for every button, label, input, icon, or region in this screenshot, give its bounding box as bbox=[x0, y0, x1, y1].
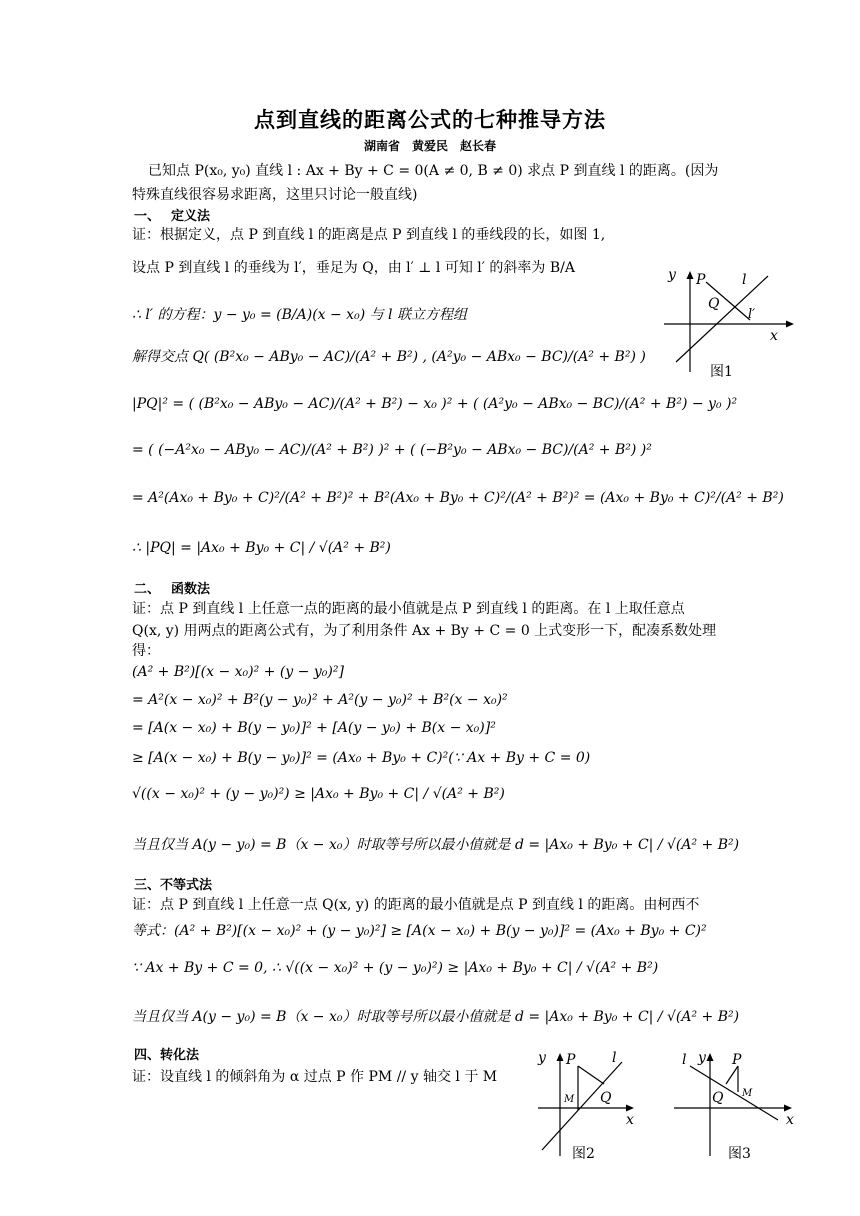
fig1-y-arrow bbox=[687, 271, 694, 279]
figure-1 bbox=[660, 262, 800, 382]
fig3-line-l bbox=[690, 1066, 778, 1120]
s1-equation-6: ∴ |PQ| = |Ax₀ + By₀ + C| / √(A² + B²) bbox=[132, 540, 391, 556]
authors: 湖南省 黄爱民 赵长春 bbox=[363, 139, 496, 153]
fig1-label-lprime: l′ bbox=[748, 307, 756, 322]
s1-paragraph-1: 证：根据定义，点 P 到直线 l 的距离是点 P 到直线 l 的垂线段的长，如图 1, bbox=[132, 227, 606, 243]
fig2-segment-PQ bbox=[578, 1066, 604, 1084]
s1-paragraph-2: 设点 P 到直线 l 的垂线为 l′，垂足为 Q，由 l′ ⊥ l 可知 l′ 的斜率为 B/A bbox=[132, 260, 575, 276]
fig1-label-P: P bbox=[696, 272, 706, 288]
intro-line-1: 已知点 P(x₀, y₀) 直线 l : Ax + By + C = 0(A ≠ 0, B ≠ 0) 求点 P 到直线 l 的距离。(因为 bbox=[148, 163, 719, 179]
s1-equation-1: ∴ l′ 的方程：y − y₀ = (B/A)(x − x₀) 与 l 联立方程组 bbox=[132, 307, 467, 323]
fig3-caption: 图3 bbox=[728, 1146, 751, 1162]
s1-equation-2: 解得交点 Q( (B²x₀ − ABy₀ − AC)/(A² + B²) , (A²y₀ − ABx₀ − BC)/(A² + B²) ) bbox=[132, 349, 646, 365]
s2-equation-1: (A² + B²)[(x − x₀)² + (y − y₀)²] bbox=[132, 664, 344, 680]
fig2-line-l bbox=[542, 1062, 622, 1150]
fig3-label-Q: Q bbox=[712, 1090, 724, 1106]
fig1-label-y: y bbox=[668, 267, 676, 283]
s4-paragraph-1: 证：设直线 l 的倾斜角为 α 过点 P 作 PM // y 轴交 l 于 M bbox=[132, 1069, 498, 1085]
s3-equation-2: 当且仅当 A(y − y₀) = B（x − x₀）时取等号所以最小值就是 d = |Ax₀ + By₀ + C| / √(A² + B²) bbox=[132, 1009, 740, 1025]
fig3-label-x: x bbox=[786, 1112, 794, 1128]
fig3-x-arrow bbox=[784, 1105, 792, 1112]
fig2-label-M: M bbox=[564, 1094, 575, 1105]
s2-paragraph-3: 得： bbox=[132, 643, 160, 659]
fig3-label-P: P bbox=[732, 1052, 742, 1068]
fig3-y-arrow bbox=[707, 1053, 714, 1061]
s2-equation-5: √((x − x₀)² + (y − y₀)²) ≥ |Ax₀ + By₀ + C| / √(A² + B²) bbox=[132, 786, 505, 802]
figure-3 bbox=[670, 1044, 800, 1166]
fig1-label-Q: Q bbox=[708, 296, 720, 312]
figure-2 bbox=[530, 1044, 650, 1166]
fig3-label-l: l bbox=[682, 1052, 687, 1068]
s1-equation-3: |PQ|² = ( (B²x₀ − ABy₀ − AC)/(A² + B²) − x₀ )² + ( (A²y₀ − ABx₀ − BC)/(A² + B²) − y₀ )² bbox=[132, 396, 738, 412]
fig1-label-l: l bbox=[742, 272, 747, 288]
fig3-segment-PQ bbox=[726, 1066, 738, 1084]
s3-paragraph-1: 证：点 P 到直线 l 上任意一点 Q(x, y) 的距离的最小值就是点 P 到直线 l 的距离。由柯西不 bbox=[132, 897, 700, 913]
fig2-label-y: y bbox=[538, 1050, 546, 1066]
fig1-label-x: x bbox=[770, 328, 778, 344]
intro-line-2: 特殊直线很容易求距离，这里只讨论一般直线) bbox=[132, 187, 418, 203]
section-heading-2: 二、 函数法 bbox=[134, 582, 211, 597]
s1-equation-5: = A²(Ax₀ + By₀ + C)²/(A² + B²)² + B²(Ax₀ + By₀ + C)²/(A² + B²)² = (Ax₀ + By₀ + C)²/(A² + B²) bbox=[132, 490, 784, 506]
s2-equation-4: ≥ [A(x − x₀) + B(y − y₀)]² = (Ax₀ + By₀ + C)²(∵ Ax + By + C = 0) bbox=[132, 750, 591, 766]
page-title: 点到直线的距离公式的七种推导方法 bbox=[254, 108, 606, 132]
s2-equation-2: = A²(x − x₀)² + B²(y − y₀)² + A²(y − y₀)² + B²(x − x₀)² bbox=[132, 692, 508, 708]
s3-paragraph-2: 等式：(A² + B²)[(x − x₀)² + (y − y₀)²] ≥ [A(x − x₀) + B(y − y₀)]² = (Ax₀ + By₀ + C)² bbox=[132, 923, 707, 939]
fig2-label-P: P bbox=[566, 1052, 576, 1068]
s1-equation-4: = ( (−A²x₀ − ABy₀ − AC)/(A² + B²) )² + ( (−B²y₀ − ABx₀ − BC)/(A² + B²) )² bbox=[132, 442, 652, 458]
fig2-x-arrow bbox=[626, 1105, 634, 1112]
fig3-label-M: M bbox=[742, 1088, 753, 1099]
s2-equation-6: 当且仅当 A(y − y₀) = B（x − x₀）时取等号所以最小值就是 d = |Ax₀ + By₀ + C| / √(A² + B²) bbox=[132, 837, 740, 853]
fig1-x-arrow bbox=[786, 321, 794, 328]
section-heading-1: 一、 定义法 bbox=[134, 209, 211, 224]
fig2-y-arrow bbox=[557, 1053, 564, 1061]
fig1-caption: 图1 bbox=[710, 364, 733, 380]
s3-equation-1: ∵ Ax + By + C = 0, ∴ √((x − x₀)² + (y − y₀)²) ≥ |Ax₀ + By₀ + C| / √(A² + B²) bbox=[132, 960, 659, 976]
fig2-label-l: l bbox=[612, 1050, 617, 1066]
s2-paragraph-1: 证：点 P 到直线 l 上任意一点的距离的最小值就是点 P 到直线 l 的距离。在 l 上取任意点 bbox=[132, 601, 685, 617]
fig2-label-x: x bbox=[626, 1112, 634, 1128]
fig3-label-y: y bbox=[698, 1050, 706, 1066]
section-heading-4: 四、转化法 bbox=[134, 1048, 200, 1063]
s2-equation-3: = [A(x − x₀) + B(y − y₀)]² + [A(y − y₀) + B(x − x₀)]² bbox=[132, 720, 496, 736]
fig2-caption: 图2 bbox=[572, 1146, 595, 1162]
fig2-label-Q: Q bbox=[600, 1090, 612, 1106]
section-heading-3: 三、不等式法 bbox=[134, 878, 213, 893]
s2-paragraph-2: Q(x, y) 用两点的距离公式有，为了利用条件 Ax + By + C = 0 上式变形一下，配凑系数处理 bbox=[132, 623, 717, 639]
